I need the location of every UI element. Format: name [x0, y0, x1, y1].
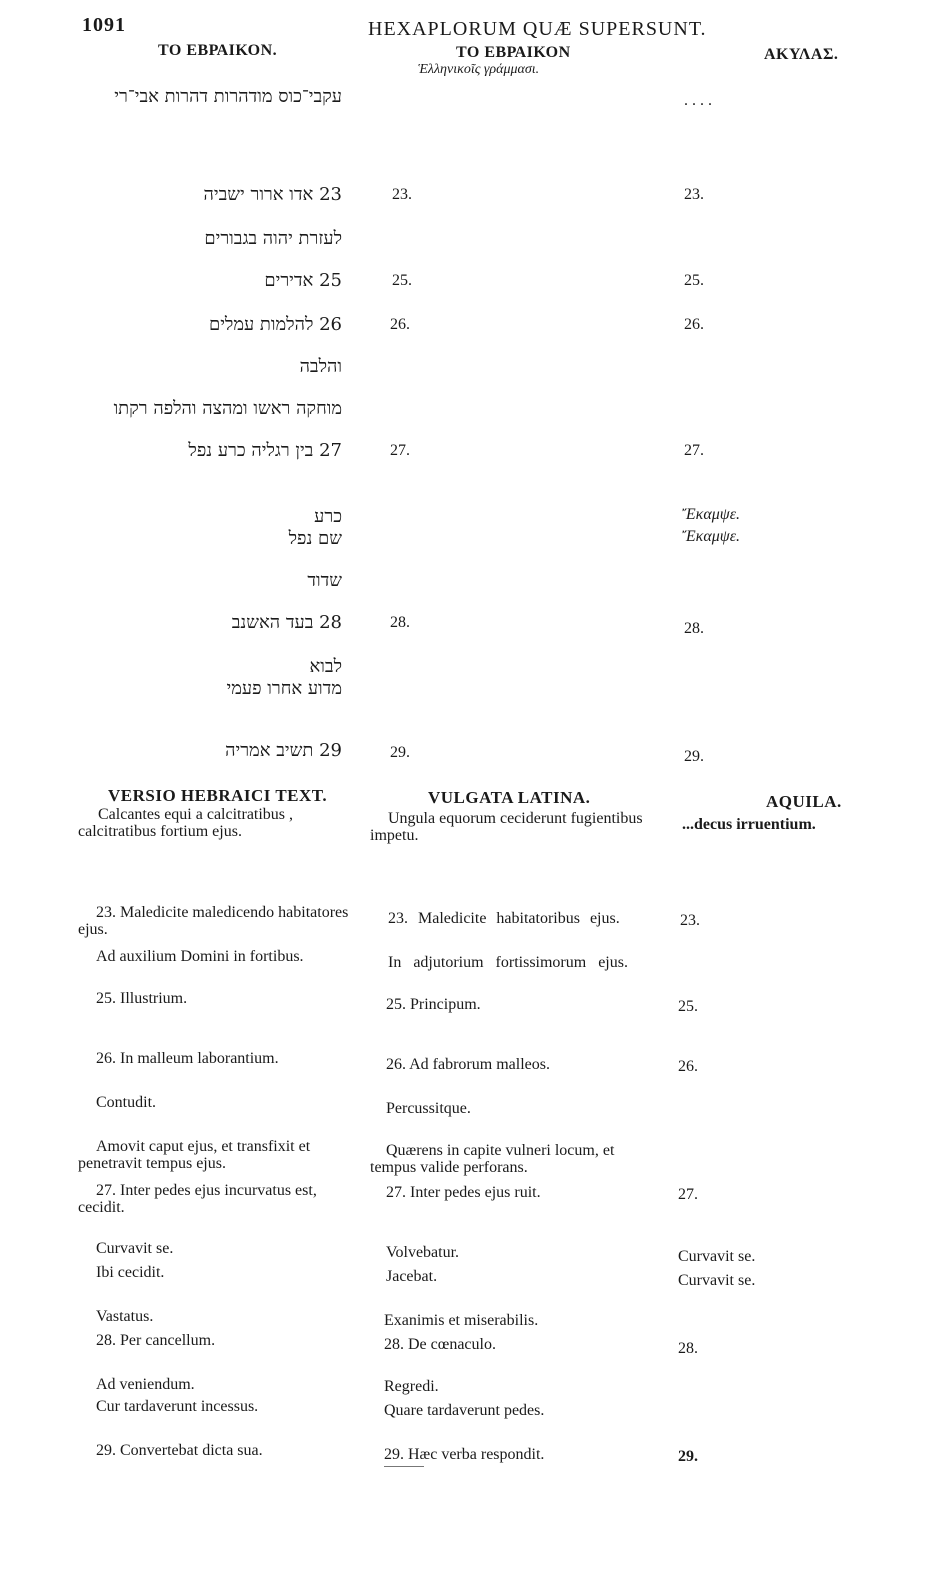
latin-versio-line: 27. Inter pedes ejus incurvatus est, cecidit. [78, 1182, 317, 1216]
latin-vulgata-line: In adjutorium fortissimorum ejus. [388, 954, 628, 971]
page-number: 1091 [82, 14, 126, 36]
latin-aquila-line: 29. [678, 1448, 698, 1465]
latin-versio-line: 26. In malleum laborantium. [96, 1050, 279, 1067]
hebrew-line: לבוא [309, 656, 342, 677]
latin-vulgata-line: 26. Ad fabrorum malleos. [386, 1056, 550, 1073]
aquila-greek-word: Ἔκαμψε. [682, 528, 741, 545]
header-versio-hebraici: VERSIO HEBRAICI TEXT. [108, 786, 328, 805]
verse-number: 27. [684, 442, 704, 459]
latin-vulgata-line: 28. De cœnaculo. [384, 1336, 496, 1353]
aquila-greek-word: Ἔκαμψε. [682, 506, 741, 523]
hebrew-line: מדוע אחרו פעמי [226, 678, 342, 699]
latin-aquila-line: 28. [678, 1340, 698, 1357]
latin-vulgata-line: 27. Inter pedes ejus ruit. [386, 1184, 541, 1201]
latin-versio-line: Ad veniendum. [96, 1376, 195, 1393]
verse-number: 25. [392, 272, 412, 289]
latin-vulgata-line: Percussitque. [386, 1100, 471, 1117]
latin-aquila-line: 27. [678, 1186, 698, 1203]
latin-vulgata-line: 29. Hæc verba respondit. [384, 1446, 545, 1463]
header-hebrew-text: ΤΟ ΕΒΡΑΙΚΟΝ. [158, 42, 278, 59]
latin-vulgata-line: Jacebat. [386, 1268, 438, 1285]
hebrew-line: 29 תשיב אמריה [225, 740, 342, 761]
lacuna-dots: . . . . [684, 92, 712, 109]
verse-number: 25. [684, 272, 704, 289]
latin-vulgata-line: Volvebatur. [386, 1244, 460, 1261]
latin-aquila-line: ...decus irruentium. [682, 816, 816, 833]
verse-number: 26. [684, 316, 704, 333]
latin-aquila-line: Curvavit se. [678, 1272, 756, 1289]
latin-versio-line: Curvavit se. [96, 1240, 174, 1257]
latin-versio-line: Amovit caput ejus, et transfixit et penetravit tempus ejus. [78, 1138, 311, 1172]
header-greek-transliteration: ΤΟ ΕΒΡΑΙΚΟΝ [456, 44, 571, 61]
verse-number: 28. [390, 614, 410, 631]
latin-aquila-line: Curvavit se. [678, 1248, 756, 1265]
header-aquila-latin: AQUILA. [766, 792, 842, 811]
verse-number: 27. [390, 442, 410, 459]
latin-vulgata-line: 25. Principum. [386, 996, 481, 1013]
latin-vulgata-line: Quærens in capite vulneri locum, et tempus valide perforans. [370, 1142, 615, 1176]
hebrew-line: שדוד [307, 570, 342, 591]
verse-number: 28. [684, 620, 704, 637]
latin-versio-line: Cur tardaverunt incessus. [96, 1398, 259, 1415]
latin-aquila-line: 25. [678, 998, 698, 1015]
running-title: HEXAPLORUM QUÆ SUPERSUNT. [368, 18, 707, 40]
latin-vulgata-line: 23. Maledicite habitatoribus ejus. [388, 910, 620, 927]
hebrew-line: 25 אדירים [264, 270, 342, 291]
latin-versio-line: 25. Illustrium. [96, 990, 188, 1007]
subheader-greek-letters: Ἑλληνικοῖς γράμμασι. [418, 62, 540, 77]
header-vulgata-latina: VULGATA LATINA. [428, 788, 591, 807]
latin-versio-line: Contudit. [96, 1094, 157, 1111]
verse-number: 23. [392, 186, 412, 203]
latin-versio-line: Ibi cecidit. [96, 1264, 165, 1281]
latin-vulgata-line: Ungula equorum ceciderunt fugientibus impetu. [370, 810, 643, 844]
latin-versio-line: 28. Per cancellum. [96, 1332, 216, 1349]
verse-number: 29. [390, 744, 410, 761]
hebrew-line: 28 בעד האשנב [231, 612, 342, 633]
latin-versio-line: Calcantes equi a calcitratibus , calcitratibus fortium ejus. [78, 806, 294, 840]
decorative-rule [384, 1466, 424, 1467]
hebrew-line: והלבה [299, 356, 342, 377]
latin-versio-line: Ad auxilium Domini in fortibus. [96, 948, 304, 965]
hebrew-line: כרע [314, 506, 342, 527]
verse-number: 26. [390, 316, 410, 333]
latin-vulgata-line: Quare tardaverunt pedes. [384, 1402, 545, 1419]
header-aquila-greek: ΑΚΥΛΑΣ. [764, 46, 839, 63]
verse-number: 23. [684, 186, 704, 203]
latin-versio-line: 29. Convertebat dicta sua. [96, 1442, 263, 1459]
hebrew-line: שם נפל [288, 528, 342, 549]
hebrew-line: לעזרת יהוה בגבורים [204, 228, 342, 249]
hebrew-line: 26 להלמות עמלים [208, 314, 342, 335]
latin-versio-line: Vastatus. [96, 1308, 154, 1325]
hebrew-line: עקבי־כוס מודהרות דהרות אבי־רי [114, 86, 342, 107]
verse-number: 29. [684, 748, 704, 765]
hebrew-line: 27 בין רגליה כרע נפל [188, 440, 342, 461]
latin-aquila-line: 26. [678, 1058, 698, 1075]
hebrew-line: מוחקה ראשו ומהצה והלפה רקתו [113, 398, 342, 419]
latin-aquila-line: 23. [680, 912, 700, 929]
hebrew-line: 23 אדו ארור ישביה [203, 184, 342, 205]
latin-versio-line: 23. Maledicite maledicendo habitatores ejus. [78, 904, 349, 938]
latin-vulgata-line: Exanimis et miserabilis. [384, 1312, 539, 1329]
latin-vulgata-line: Regredi. [384, 1378, 439, 1395]
